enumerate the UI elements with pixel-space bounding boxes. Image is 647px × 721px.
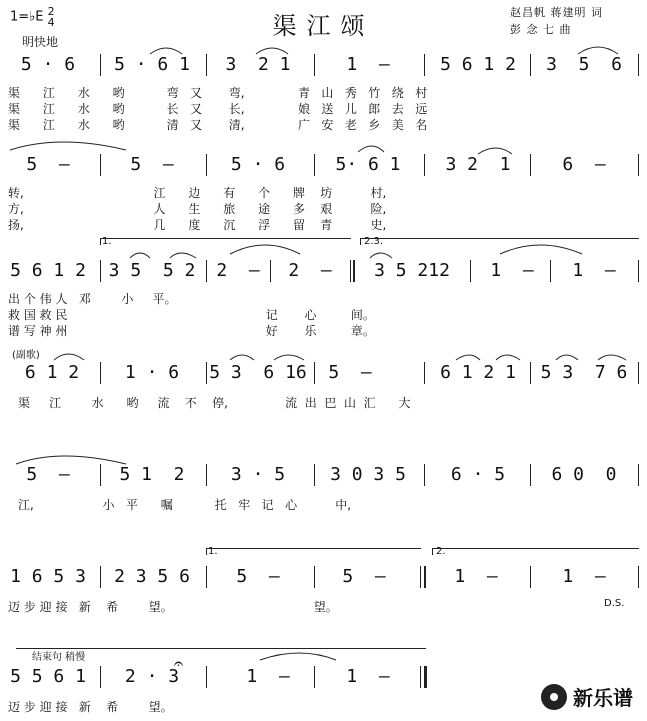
lyric-line: 江, 小 平 嘱 托 牢 记 心 中, xyxy=(18,498,352,512)
measure-note: 5· 6 1 xyxy=(335,154,401,175)
lyric-line: 救 国 救 民 记 心 间。 xyxy=(8,308,375,322)
measure-note: 5 – xyxy=(26,154,70,175)
measure-note: 2 – xyxy=(288,260,332,281)
measure-note: 5 3 6 16 xyxy=(209,362,307,383)
measure-note: 5 · 6 xyxy=(20,54,76,75)
fermata-icon: 𝄐 xyxy=(174,654,183,673)
measure-note: 5 · 6 1 xyxy=(114,54,190,75)
measure-note: 1 – xyxy=(572,260,616,281)
lyric-line: 迈 步 迎 接 新 希 望。 望。 xyxy=(8,600,338,614)
measure-note: 5 · 6 xyxy=(230,154,286,175)
measure-note: 3 5 5 2 xyxy=(108,260,196,281)
lyric-line: 渠 江 水 哟 长 又 长, 娘 送 儿 郎 去 远 xyxy=(8,102,428,116)
measure-note: 6 0 0 xyxy=(551,464,617,485)
key-signature: 1=♭E 2 4 xyxy=(10,5,55,29)
measure-note: 2 – xyxy=(216,260,260,281)
measure-note: 1 – xyxy=(346,666,390,687)
measure-note: 3 2 1 xyxy=(225,54,291,75)
song-title: 渠江颂 xyxy=(272,12,375,40)
measure-note: 2 · 3 xyxy=(124,666,180,687)
measure-note: 6 – xyxy=(562,154,606,175)
lyric-line: 转, 江 边 有 个 牌 坊 村, xyxy=(8,186,387,200)
measure-note: 3 2 1 xyxy=(445,154,511,175)
measure-note: 5 6 1 2 xyxy=(10,260,86,281)
tempo-marking: 明快地 xyxy=(22,35,59,49)
measure-note: 5 1 2 xyxy=(119,464,185,485)
measure-note: 5 3 7 6 xyxy=(540,362,628,383)
measure-note: 2 3 5 6 xyxy=(114,566,190,587)
section-marker: (副歌) xyxy=(12,350,40,361)
volta-2-label: 2. xyxy=(436,546,446,557)
site-logo: 新乐谱 xyxy=(541,682,633,711)
measure-note: 5 6 1 2 xyxy=(440,54,516,75)
volta-1-label: 1. xyxy=(208,546,218,557)
lyric-line: 渠 江 水 哟 流 不 停, 流 出 巴 山 汇 大 xyxy=(18,396,411,410)
measure-note: 5 – xyxy=(342,566,386,587)
measure-note: 3 5 6 xyxy=(546,54,622,75)
measure-note: 5 – xyxy=(130,154,174,175)
lyricist-credit: 赵昌帆 蒋建明 词 xyxy=(510,6,603,19)
measure-note: 3 5 212 xyxy=(374,260,450,281)
lyric-line: 渠 江 水 哟 清 又 清, 广 安 老 乡 美 名 xyxy=(8,118,428,132)
volta-2-label: 2.3. xyxy=(364,236,384,247)
time-signature: 2 4 xyxy=(47,5,55,29)
measure-note: 1 – xyxy=(490,260,534,281)
measure-note: 5 5 6 1 xyxy=(10,666,86,687)
measure-note: 6 · 5 xyxy=(450,464,506,485)
measure-note: 1 · 6 xyxy=(124,362,180,383)
measure-note: 3 0 3 5 xyxy=(330,464,406,485)
lyric-line: 谱 写 神 州 好 乐 章。 xyxy=(8,324,375,338)
lyric-line: 扬, 几 度 沉 浮 留 青 史, xyxy=(8,218,387,232)
composer-credit: 彭 念 七 曲 xyxy=(510,23,572,36)
lyric-line: 出 个 伟 人 邓 小 平。 xyxy=(8,292,177,306)
measure-note: 5 – xyxy=(328,362,372,383)
volta-1-label: 1. xyxy=(102,236,112,247)
dal-segno-marking: D.S. xyxy=(604,598,625,609)
ending-marker: 结束句 稍慢 xyxy=(32,652,86,663)
measure-note: 1 – xyxy=(562,566,606,587)
measure-note: 1 – xyxy=(454,566,498,587)
measure-note: 5 – xyxy=(236,566,280,587)
lyric-line: 渠 江 水 哟 弯 又 弯, 青 山 秀 竹 绕 村 xyxy=(8,86,428,100)
measure-note: 5 – xyxy=(26,464,70,485)
measure-note: 6 1 2 xyxy=(24,362,80,383)
measure-note: 1 6 5 3 xyxy=(10,566,86,587)
measure-note: 6 1 2 1 xyxy=(440,362,516,383)
lyric-line: 迈 步 迎 接 新 希 望。 xyxy=(8,700,173,714)
lyric-line: 方, 人 生 旅 途 多 艰 险, xyxy=(8,202,387,216)
measure-note: 1 – xyxy=(346,54,390,75)
measure-note: 1 – xyxy=(246,666,290,687)
measure-note: 3 · 5 xyxy=(230,464,286,485)
